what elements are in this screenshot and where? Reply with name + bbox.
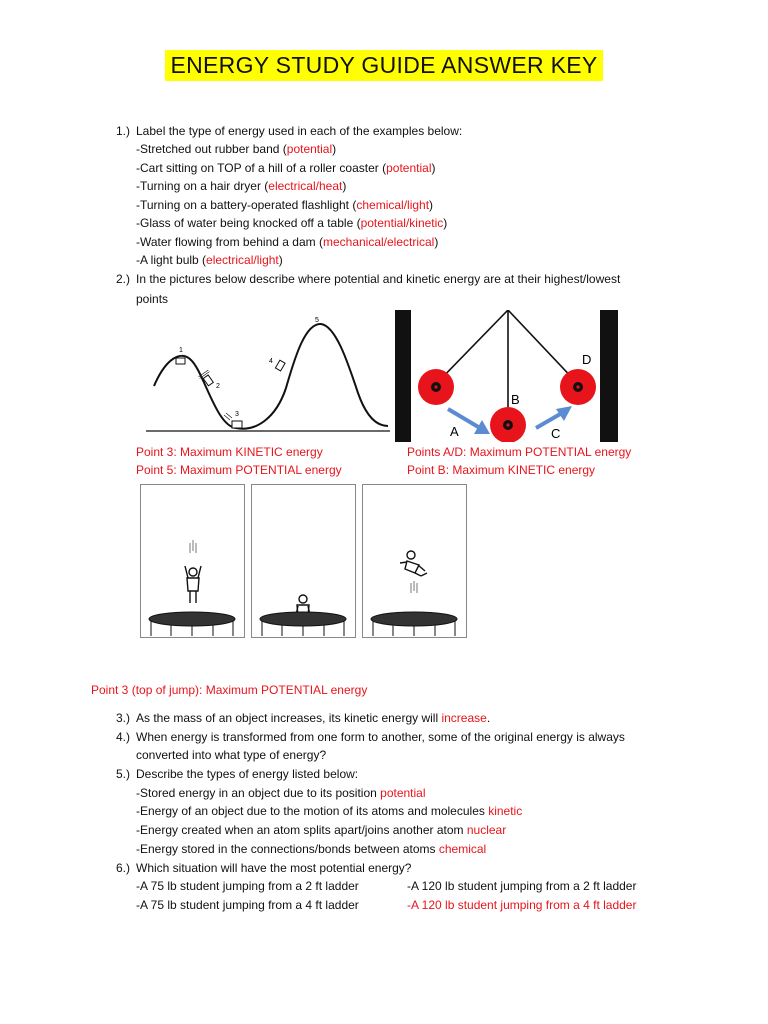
q5-answer: chemical — [438, 842, 487, 856]
q2-number: 2.) — [116, 272, 131, 286]
trampoline-panel-3 — [362, 484, 467, 638]
pendulum-diagram — [392, 310, 620, 442]
pendulum-label-c: C — [551, 426, 561, 441]
q5-item: -Energy created when an atom splits apart/joins another atom nuclear — [136, 823, 507, 837]
motion-lines-up — [190, 540, 196, 553]
title-container — [0, 50, 768, 81]
trampoline-figure-3 — [363, 485, 466, 637]
cart-3 — [232, 421, 242, 428]
q1-item: -Turning on a battery-operated flashlight (chemical/light) — [136, 198, 434, 212]
q5-number: 5.) — [116, 767, 131, 781]
trampoline — [371, 612, 457, 636]
q6-option-3: -A 75 lb student jumping from a 4 ft ladder — [136, 898, 359, 912]
q1-answer: chemical/light — [356, 198, 430, 212]
q6-number: 6.) — [116, 861, 131, 875]
trampoline — [149, 612, 235, 636]
coaster-answer-1: Point 3: Maximum KINETIC energy — [136, 445, 323, 459]
q5-answer: potential — [380, 786, 426, 800]
roller-coaster-diagram — [136, 308, 392, 436]
q1-answer: electrical/heat — [268, 179, 343, 193]
pendulum-answer-1: Points A/D: Maximum POTENTIAL energy — [407, 445, 632, 459]
q3-answer: increase — [441, 711, 487, 725]
q5-prompt: Describe the types of energy listed below: — [136, 767, 359, 781]
q6-prompt: Which situation will have the most potential energy? — [136, 861, 412, 875]
jumper-arms-up — [185, 566, 201, 603]
q3-number: 3.) — [116, 711, 131, 725]
trampoline-answer: Point 3 (top of jump): Maximum POTENTIAL energy — [91, 683, 368, 697]
cart-1 — [176, 358, 185, 364]
q1-item: -Glass of water being knocked off a table (potential/kinetic) — [136, 216, 448, 230]
pendulum-right-wall — [600, 310, 618, 442]
q5-answer: nuclear — [466, 823, 507, 837]
jumper-tucked — [400, 551, 427, 576]
q1-answer: mechanical/electrical — [322, 235, 435, 249]
q1-number: 1.) — [116, 124, 131, 138]
coaster-label-4: 4 — [269, 358, 273, 365]
q1-item: -A light bulb (electrical/light) — [136, 253, 283, 267]
q1-answer: potential — [386, 161, 432, 175]
pendulum-answer-2: Point B: Maximum KINETIC energy — [407, 463, 596, 477]
q1-item: -Cart sitting on TOP of a hill of a roller coaster (potential) — [136, 161, 436, 175]
pendulum-label-b: B — [511, 392, 520, 407]
q5-item: -Energy of an object due to the motion of its atoms and molecules kinetic — [136, 804, 523, 818]
pendulum-left-wall — [395, 310, 411, 442]
coaster-answer-2: Point 5: Maximum POTENTIAL energy — [136, 463, 342, 477]
motion-lines-down — [411, 581, 417, 593]
coaster-label-1: 1 — [179, 347, 183, 354]
q1-item: -Turning on a hair dryer (electrical/heat) — [136, 179, 347, 193]
q5-answer: kinetic — [488, 804, 523, 818]
trampoline-panel-2 — [251, 484, 356, 638]
pendulum-label-d: D — [582, 352, 592, 367]
q4-line1: When energy is transformed from one form to another, some of the original energy is always — [136, 730, 625, 744]
q6-option-2: -A 120 lb student jumping from a 2 ft ladder — [407, 879, 637, 893]
q3-text: As the mass of an object increases, its kinetic energy will increase. — [136, 711, 491, 725]
trampoline-figure-2 — [252, 485, 355, 637]
q2-prompt-line2: points — [136, 292, 169, 306]
q1-answer: electrical/light — [206, 253, 279, 267]
trampoline — [260, 612, 346, 636]
q6-option-1: -A 75 lb student jumping from a 2 ft ladder — [136, 879, 359, 893]
coaster-label-5: 5 — [315, 317, 319, 324]
q1-answer: potential/kinetic — [360, 216, 444, 230]
q6-option-4-answer: -A 120 lb student jumping from a 4 ft ladder — [407, 898, 637, 912]
q1-prompt: Label the type of energy used in each of the examples below: — [136, 124, 463, 138]
q5-item: -Stored energy in an object due to its position potential — [136, 786, 426, 800]
q1-answer: potential — [286, 142, 333, 156]
coaster-track — [154, 324, 388, 429]
cart-3-motion-lines — [224, 413, 232, 420]
trampoline-panel-1 — [140, 484, 245, 638]
q1-item: -Stretched out rubber band (potential) — [136, 142, 337, 156]
q4-line2: converted into what type of energy? — [136, 748, 327, 762]
q2-prompt-line1: In the pictures below describe where potential and kinetic energy are at their highest/lowest — [136, 272, 621, 286]
pendulum-label-a: A — [450, 424, 459, 439]
page-title: ENERGY STUDY GUIDE ANSWER KEY — [165, 50, 602, 81]
arrow-b-to-c — [536, 406, 572, 428]
q4-number: 4.) — [116, 730, 131, 744]
cart-4 — [275, 360, 285, 371]
coaster-label-3: 3 — [235, 411, 239, 418]
coaster-label-2: 2 — [216, 383, 220, 390]
q1-item: -Water flowing from behind a dam (mechanical/electrical) — [136, 235, 439, 249]
trampoline-figure-1 — [141, 485, 244, 637]
cart-2 — [198, 370, 215, 388]
q5-item: -Energy stored in the connections/bonds between atoms chemical — [136, 842, 487, 856]
